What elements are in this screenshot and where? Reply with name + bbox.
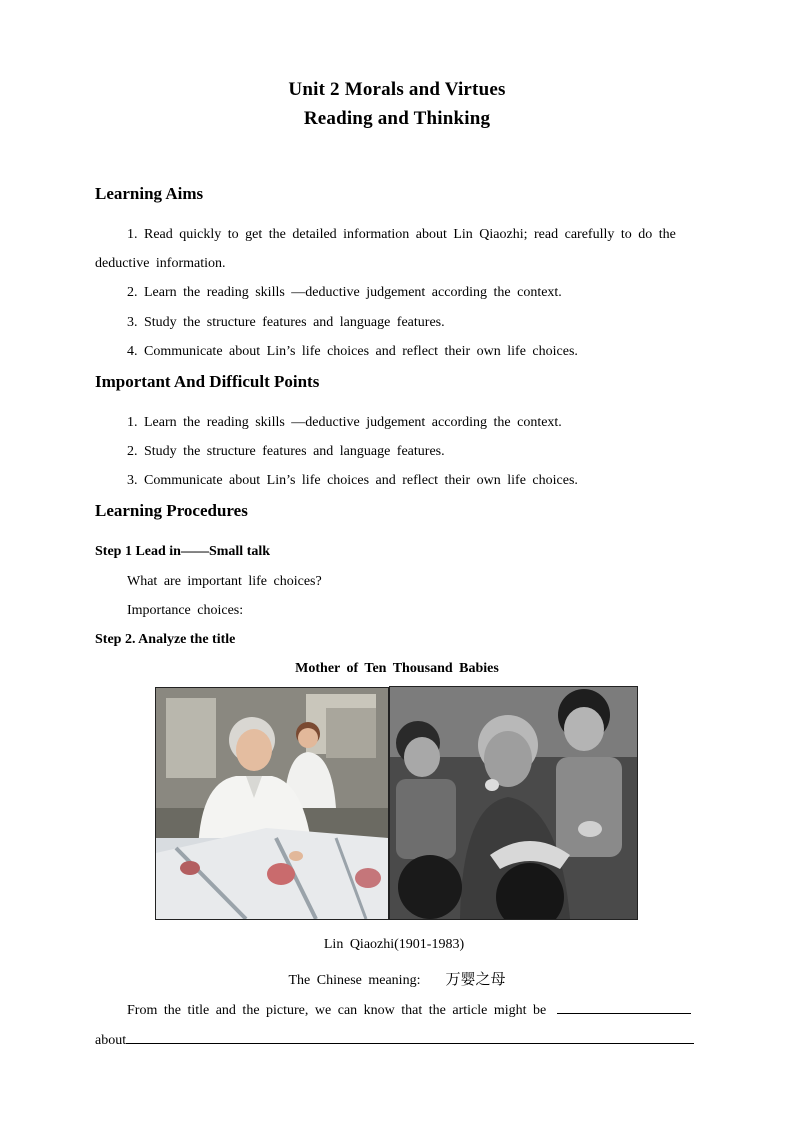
key-point-1: 1. Learn the reading skills —deductive judgement according the context. — [127, 415, 562, 430]
photo-caption: Lin Qiaozhi(1901-1983) — [323, 937, 465, 952]
chinese-meaning-label: The Chinese meaning: — [288, 973, 421, 988]
key-point-2: 2. Study the structure features and language features. — [127, 444, 445, 459]
lesson-subtitle: Reading and Thinking — [303, 108, 491, 129]
article-title: Mother of Ten Thousand Babies — [295, 661, 499, 676]
aim-1-line-2: deductive information. — [95, 256, 226, 271]
prompt-line-1 — [127, 999, 691, 1019]
key-point-3: 3. Communicate about Lin’s life choices and reflect their own life choices. — [127, 473, 578, 488]
key-points-heading: Important And Difficult Points — [95, 372, 320, 391]
prompt-text-2: about — [95, 1033, 127, 1048]
aim-1-line-1: 1. Read quickly to get the detailed information about Lin Qiaozhi; read carefully to do the — [127, 227, 676, 242]
step-1-heading: Step 1 Lead in——Small talk — [95, 544, 271, 559]
chinese-meaning-value: 万婴之母 — [445, 970, 506, 988]
aim-3: 3. Study the structure features and language features. — [127, 315, 445, 330]
aim-4: 4. Communicate about Lin’s life choices and reflect their own life choices. — [127, 344, 578, 359]
photo-with-children — [389, 686, 638, 920]
answer-blank-1[interactable] — [557, 999, 691, 1014]
step-1-question: What are important life choices? — [127, 574, 322, 589]
procedures-heading: Learning Procedures — [95, 501, 248, 520]
prompt-line-2 — [95, 1029, 694, 1049]
answer-blank-2[interactable] — [126, 1029, 694, 1044]
unit-title: Unit 2 Morals and Virtues — [288, 79, 506, 100]
learning-aims-heading: Learning Aims — [95, 184, 204, 203]
step-2-heading: Step 2. Analyze the title — [95, 632, 236, 647]
step-1-prompt: Importance choices: — [127, 603, 244, 618]
aim-2: 2. Learn the reading skills —deductive judgement according the context. — [127, 285, 562, 300]
prompt-text-1: From the title and the picture, we can know that the article might be — [127, 1003, 547, 1018]
chinese-meaning-line — [0, 968, 794, 989]
photo-doctor-with-newborns — [155, 687, 389, 920]
